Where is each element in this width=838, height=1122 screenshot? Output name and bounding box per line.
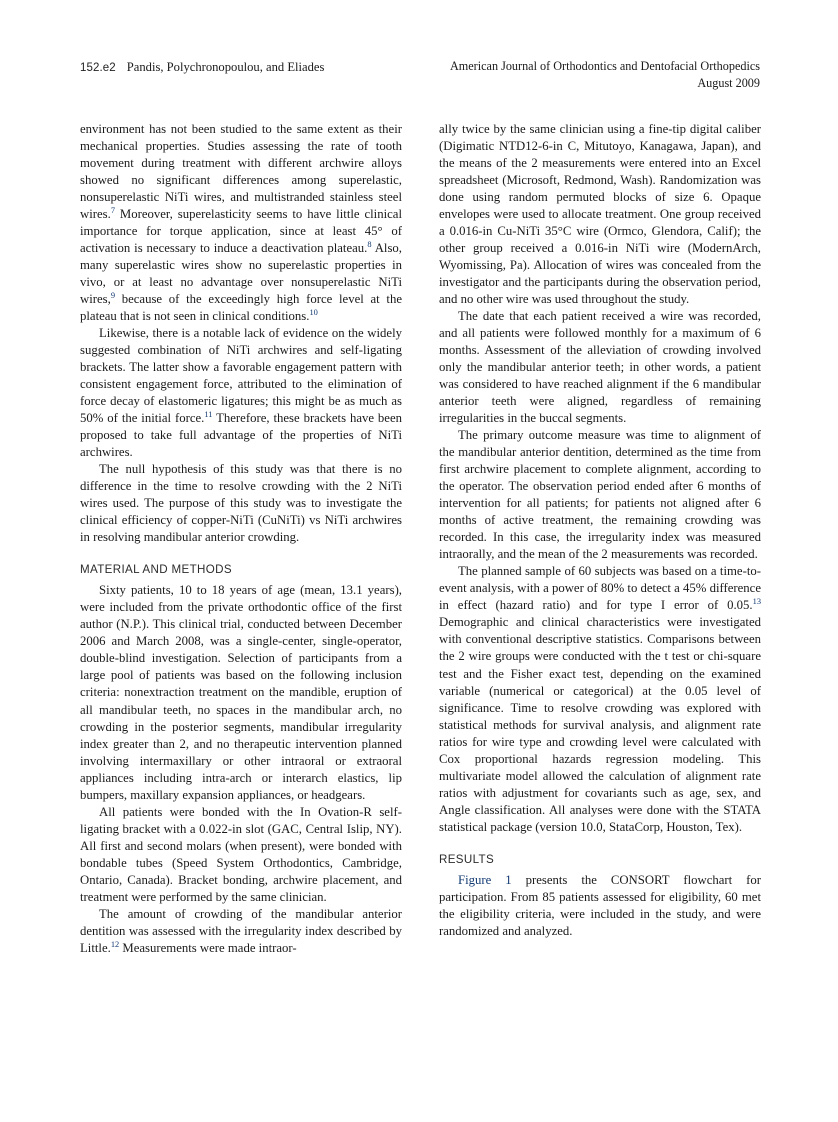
reference-marker-12[interactable]: 12	[110, 939, 120, 949]
section-heading-results: RESULTS	[439, 852, 495, 866]
running-head-right	[450, 58, 760, 91]
column-left	[80, 121, 402, 957]
paragraph-text: Also, many superelastic wires show no superelastic properties in vivo, or at least no advantage over nonsuperelastic NiTi wires,	[80, 241, 402, 307]
body-columns	[80, 121, 761, 1051]
figure-1-link[interactable]: Figure 1	[458, 872, 512, 887]
paragraph-irregularity-index	[80, 906, 402, 957]
section-heading-material-and-methods: MATERIAL AND METHODS	[80, 563, 232, 577]
running-head	[80, 58, 760, 104]
paragraph-text: because of the exceedingly high force level at the plateau that is not seen in clinical conditions.	[80, 292, 402, 324]
journal-issue-date: August 2009	[697, 75, 760, 90]
reference-marker-7[interactable]: 7	[110, 205, 115, 215]
paragraph-self-ligating-brackets	[80, 325, 402, 461]
paragraph-text: presents the CONSORT flowchart for participation. From 85 patients assessed for eligibility, 60 met the eligibility criteria, were included in the study, and were randomized and analyzed.	[439, 872, 761, 938]
paragraph-text: The amount of crowding of the mandibular anterior dentition was assessed with the irregularity index described by Little.	[80, 906, 402, 955]
journal-title: American Journal of Orthodontics and Dentofacial Orthopedics	[449, 59, 760, 73]
paragraph-measurement-randomization: ally twice by the same clinician using a fine-tip digital caliber (Digimatic NTD12-6-in C, Mitutoyo, Kanagawa, Japan), and the means of the 2 measurements were entered into an Excel spreadsheet (Microsoft, Redmond, Wash). Randomization was done using random permuted blocks of size 6. Opaque envelopes were used to allocate treatment. One group received a 0.016-in Cu-NiTi 35°C wire (Ormco, Glendora, Calif); the other group received a 0.016-in NiTi wire (ModernArch, Wyomissing, Pa). Allocation of wires was concealed from the investigator and the participants during the observation period, and no other wire was used throughout the study.	[439, 122, 761, 307]
paragraph-text: The planned sample of 60 subjects was based on a time-to-event analysis, with a power of 80% to detect a 45% difference in effect (hazard ratio) and for type I error of 0.05.	[439, 564, 761, 613]
paragraph-null-hypothesis: The null hypothesis of this study was that there is no difference in the time to resolve crowding with the 2 NiTi wires used. The purpose of this study was to investigate the clinical efficiency of copper-NiTi (CuNiTi) vs NiTi archwires in resolving mandibular anterior crowding.	[80, 462, 402, 545]
paragraph-bracket-bonding: All patients were bonded with the In Ovation-R self-ligating bracket with a 0.022-in slot (GAC, Central Islip, NY). All first and second molars (when present), were bonded with bondable tubes (Speed System Orthodontics, Cambridge, Ontario, Canada). Bracket bonding, archwire placement, and treatment were performed by the same clinician.	[80, 804, 402, 904]
paragraph-statistical-analysis	[439, 563, 761, 835]
paragraph-primary-outcome: The primary outcome measure was time to alignment of the mandibular anterior dentition, determined as the time from first archwire placement to complete alignment, according to the operator. The observation period ended after 6 months of intervention for all patients; for patients not aligned after 6 months of active treatment, the remaining crowding was recorded. In this case, the irregularity index was measured intraorally, and the mean of the 2 measurements was recorded.	[439, 428, 761, 562]
reference-marker-11[interactable]: 11	[204, 410, 213, 420]
paragraph-consort-flowchart	[439, 872, 761, 940]
page-folio: 152.e2	[80, 62, 116, 74]
paragraph-text: Therefore, these brackets have been proposed to take full advantage of the properties of NiTi archwires.	[80, 411, 402, 460]
paragraph-text: environment has not been studied to the same extent as their mechanical properties. Studies assessing the rate of tooth movement during treatment with different archwire alloys showed no significant differences among superelastic, nonsuperelastic NiTi wires, and multistranded stainless steel wires.	[80, 122, 402, 222]
spacer	[439, 836, 761, 853]
paragraph-text: Moreover, superelasticity seems to have little clinical importance for torque application, since at least 45° of activation is necessary to induce a deactivation plateau.	[80, 207, 402, 256]
reference-marker-9[interactable]: 9	[110, 290, 115, 300]
paragraph-continuation	[80, 121, 402, 325]
column-right	[439, 121, 761, 940]
paragraph-text: Measurements were made intraor-	[119, 940, 297, 955]
paragraph-followup: The date that each patient received a wire was recorded, and all patients were followed monthly for a maximum of 6 months. Assessment of the alleviation of crowding involved only the mandibular anterior teeth; in other words, a patient was considered to have reached alignment if the 6 mandibular anterior teeth were aligned, regardless of remaining irregularities in the buccal segments.	[439, 309, 761, 426]
running-head-authors: Pandis, Polychronopoulou, and Eliades	[126, 60, 325, 74]
paragraph-text: Likewise, there is a notable lack of evidence on the widely suggested combination of NiTi archwires and self-ligating brackets. The latter show a favorable engagement pattern with consistent engagement force, attributed to the elimination of force decay of elastomeric ligatures; this might be as much as 50% of the initial force.	[80, 326, 402, 426]
spacer	[80, 546, 402, 563]
reference-marker-13[interactable]: 13	[752, 597, 761, 607]
reference-marker-10[interactable]: 10	[309, 307, 318, 317]
reference-marker-8[interactable]: 8	[367, 239, 372, 249]
running-head-left	[80, 58, 324, 76]
paragraph-text: Demographic and clinical characteristics were investigated with conventional descriptive statistics. Comparisons between the 2 wire groups were conducted with the t test or chi-square test and the Fisher exact test, depending on the examined variable (numerical or categorical) at the 0.05 level of significance. Time to resolve crowding was explored with statistical methods for survival analysis, and alignment rate ratios for wire type and crowding level were calculated with Cox proportional hazards regression modeling. This multivariate model allowed the calculation of alignment rate ratios with adjustment for covariants such as age, sex, and Angle classification. All analyses were done with the STATA statistical package (version 10.0, StataCorp, Houston, Tex).	[439, 615, 761, 834]
paragraph-sample-selection: Sixty patients, 10 to 18 years of age (mean, 13.1 years), were included from the private orthodontic office of the first author (N.P.). This clinical trial, conducted between December 2006 and March 2008, was a single-center, single-operator, double-blind investigation. Selection of participants from a large pool of patients was based on the following inclusion criteria: nonextraction treatment on the mandible, eruption of all mandibular teeth, no spaces in the mandibular arch, no crowding in the posterior segments, mandibular irregularity index greater than 2, and no therapeutic intervention planned involving intermaxillary or other intraoral or extraoral appliances including intra-arch or interarch elastics, lip bumpers, maxillary expansion appliances, or headgears.	[80, 583, 402, 802]
